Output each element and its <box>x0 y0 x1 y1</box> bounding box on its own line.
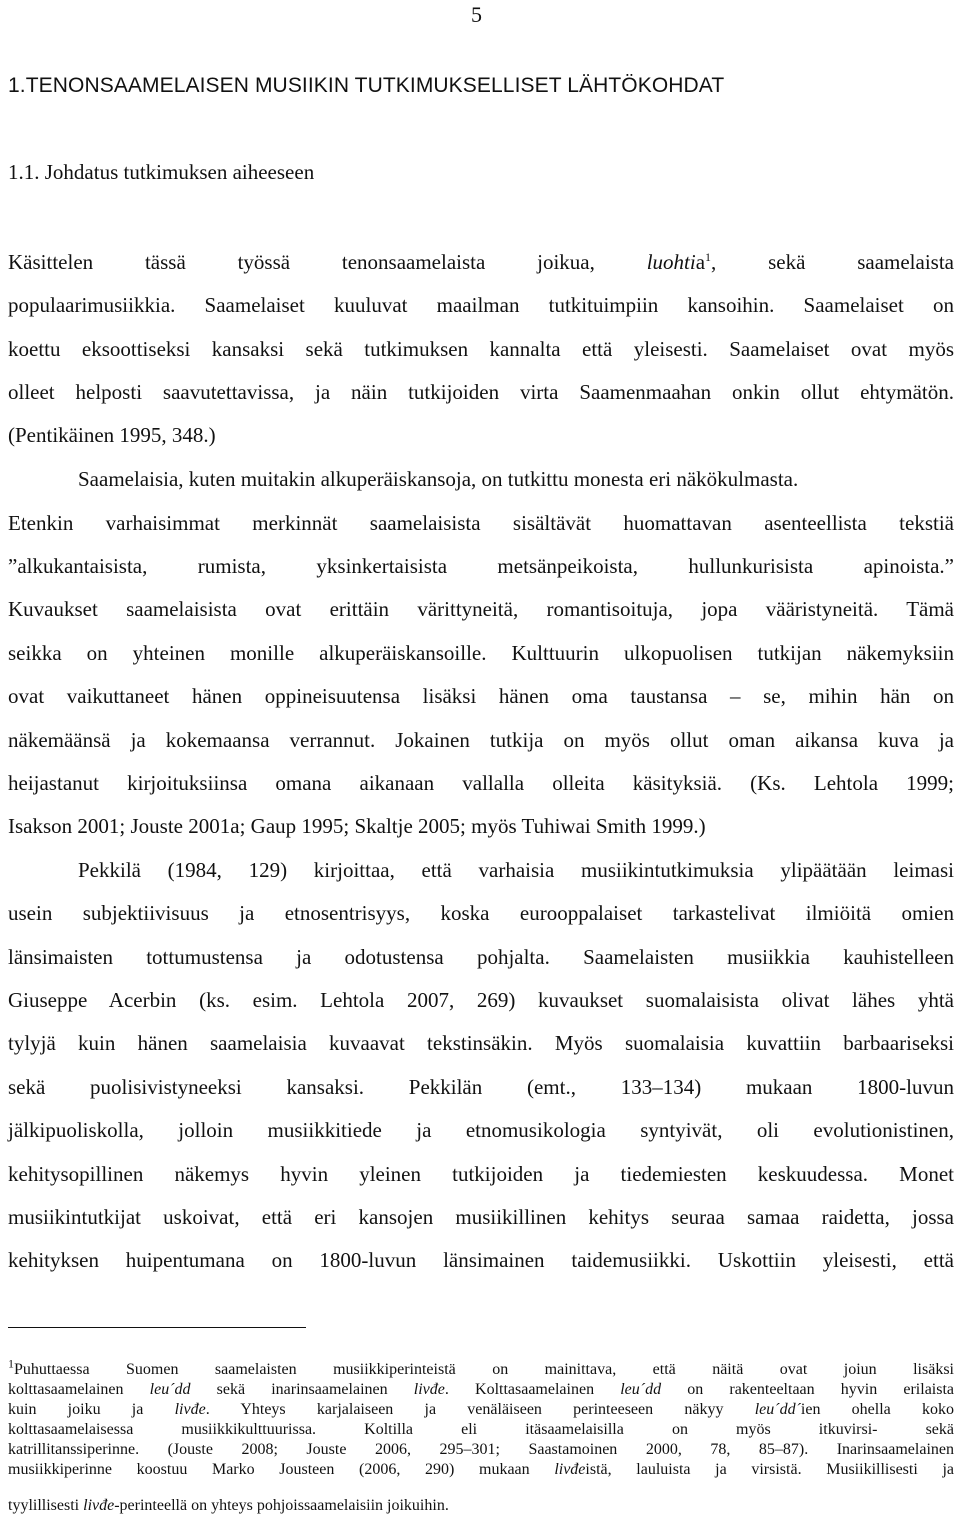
paragraph-2-line-3: ”alkukantaisista, rumista, yksinkertaisista metsänpeikoista, hullunkurisista apinoista.” <box>8 554 954 578</box>
footnote-marker: 1 <box>8 1356 14 1371</box>
paragraph-1-line-2: populaarimusiikkia. Saamelaiset kuuluvat maailman tutkituimpiin kansoihin. Saamelaiset on <box>8 293 954 317</box>
paragraph-2-line-2: Etenkin varhaisimmat merkinnät saamelaisista sisältävät huomattavan asenteellista tekstiä <box>8 511 954 535</box>
text-segment: on rakenteeltaan hyvin erilaista <box>687 1381 955 1398</box>
paragraph-3-line-5: tylyjä kuin hänen saamelaisia kuvaavat tekstinsäkin. Myös suomalaisia kuvattiin barbaariseksi <box>8 1031 954 1055</box>
italic-term: livđe <box>174 1401 206 1418</box>
paragraph-1-line-1 <box>8 250 954 274</box>
paragraph-2-line-7: näkemäänsä ja kokemaansa verrannut. Jokainen tutkija on myös ollut oman aikansa kuva ja <box>8 728 954 752</box>
footnote-line-7-text <box>8 1496 954 1516</box>
paragraph-1-line-5: (Pentikäinen 1995, 348.) <box>8 423 216 447</box>
footnote-line-3 <box>8 1400 954 1420</box>
paragraph-1-line-3: koettu eksoottiseksi kansaksi sekä tutkimuksen kannalta että yleisesti. Saamelaiset ovat myös <box>8 337 954 361</box>
paragraph-2-line-4: Kuvaukset saamelaisista ovat erittäin värittyneitä, romantisoituja, jopa vääristyneitä. Tämä <box>8 597 954 621</box>
text-segment: a <box>695 250 706 274</box>
italic-term: livđe <box>413 1381 445 1398</box>
page-number: 5 <box>471 2 482 27</box>
italic-term: livđe <box>554 1461 586 1478</box>
text-segment: musiikkiperinne koostuu Marko Jousteen (2006, 290) mukaan <box>8 1461 530 1478</box>
paragraph-3-line-9: musiikintutkijat uskoivat, että eri kansojen musiikillinen kehitys seuraa samaa raidetta, jossa <box>8 1205 954 1229</box>
italic-term: livđe <box>83 1497 115 1514</box>
paragraph-2-line-5: seikka on yhteinen monille alkuperäiskansoille. Kulttuurin ulkopuolisen tutkijan näkemyksiin <box>8 641 954 665</box>
paragraph-1-line-4: olleet helposti saavutettavissa, ja näin tutkijoiden virta Saamenmaahan onkin ollut ehtymätön. <box>8 380 954 404</box>
italic-term: leu´dd <box>620 1381 662 1398</box>
paragraph-2-line-9: Isakson 2001; Jouste 2001a; Gaup 1995; Skaltje 2005; myös Tuhiwai Smith 1999.) <box>8 814 706 838</box>
paragraph-3-line-3: länsimaisten tottumustensa ja odotustensa pohjalta. Saamelaisten musiikkia kauhistelleen <box>8 945 954 969</box>
paragraph-3-line-4: Giuseppe Acerbin (ks. esim. Lehtola 2007, 269) kuvaukset suomalaisista olivat lähes yhtä <box>8 988 954 1012</box>
text-segment: kolttasaamelainen <box>8 1381 124 1398</box>
italic-term: leu´dd´ <box>754 1401 801 1418</box>
footnote-line-5: katrillitanssiperinne. (Jouste 2008; Jouste 2006, 295–301; Saastamoinen 2000, 78, 85–87). Inarinsaamelainen <box>8 1441 954 1458</box>
paragraph-2-line-6: ovat vaikuttaneet hänen oppineisuutensa lisäksi hänen oma taustansa – se, mihin hän on <box>8 684 954 708</box>
paragraph-3-line-6: sekä puolisivistyneeksi kansaksi. Pekkilän (emt., 133–134) mukaan 1800-luvun <box>8 1075 954 1099</box>
text-segment: kuin joiku ja <box>8 1401 144 1418</box>
footnote-line-4: kolttasaamelaisessa musiikkikulttuurissa. Koltilla eli itäsaamelaisilla on myös itkuvirsi- sekä <box>8 1421 954 1438</box>
paragraph-3-line-8: kehitysopillinen näkemys hyvin yleinen tutkijoiden ja tiedemiesten keskuudessa. Monet <box>8 1162 954 1186</box>
text-segment: Puhuttaessa Suomen saamelaisten musiikkiperinteistä on mainittava, että näitä ovat joiun lisäksi <box>14 1361 954 1378</box>
chapter-title: 1.TENONSAAMELAISEN MUSIIKIN TUTKIMUKSELLISET LÄHTÖKOHDAT <box>8 74 725 97</box>
section-title: 1.1. Johdatus tutkimuksen aiheeseen <box>8 160 315 184</box>
text-segment: sekä inarinsaamelainen <box>216 1381 388 1398</box>
italic-term: leu´dd <box>149 1381 191 1398</box>
paragraph-2-line-1: Saamelaisia, kuten muitakin alkuperäiskansoja, on tutkittu monesta eri näkökulmasta. <box>78 467 799 491</box>
paragraph-2-line-8: heijastanut kirjoituksiinsa omana aikanaan vallalla olleita käsityksiä. (Ks. Lehtola 1999; <box>8 771 954 795</box>
paragraph-3-line-7: jälkipuoliskolla, jolloin musiikkitiede ja etnomusikologia syntyivät, oli evolutionistinen, <box>8 1118 954 1142</box>
footnote-line-1 <box>8 1356 954 1380</box>
text-segment: ien ohella koko <box>800 1401 954 1418</box>
footnote-line-2 <box>8 1380 954 1400</box>
text-segment: , sekä saamelaista <box>711 250 954 274</box>
paragraph-3-line-2: usein subjektiivisuus ja etnosentrisyys, koska eurooppalaiset tarkastelivat ilmiöitä omien <box>8 901 954 925</box>
text-segment: tyylillisesti <box>8 1497 84 1514</box>
footnote-separator <box>8 1327 306 1328</box>
paragraph-3-line-1: Pekkilä (1984, 129) kirjoittaa, että varhaisia musiikintutkimuksia ylipäätään leimasi <box>78 858 954 882</box>
text-segment: -perinteellä on yhteys pohjoissaamelaisiin joikuihin. <box>114 1497 449 1514</box>
paragraph-3-line-10: kehityksen huipentumana on 1800-luvun länsimainen taidemusiikki. Uskottiin yleisesti, että <box>8 1248 954 1272</box>
text-segment: Käsittelen tässä työssä tenonsaamelaista joikua, <box>8 250 595 274</box>
italic-term: luohti <box>646 250 696 274</box>
footnote-reference[interactable]: 1 <box>705 250 712 264</box>
footnote-line-6 <box>8 1460 954 1480</box>
text-segment: istä, lauluista ja virsistä. Musiikillisesti ja <box>585 1461 954 1478</box>
text-segment: . Yhteys karjalaiseen ja venäläiseen perinteeseen näkyy <box>205 1401 724 1418</box>
text-segment: . Kolttasaamelainen <box>444 1381 595 1398</box>
